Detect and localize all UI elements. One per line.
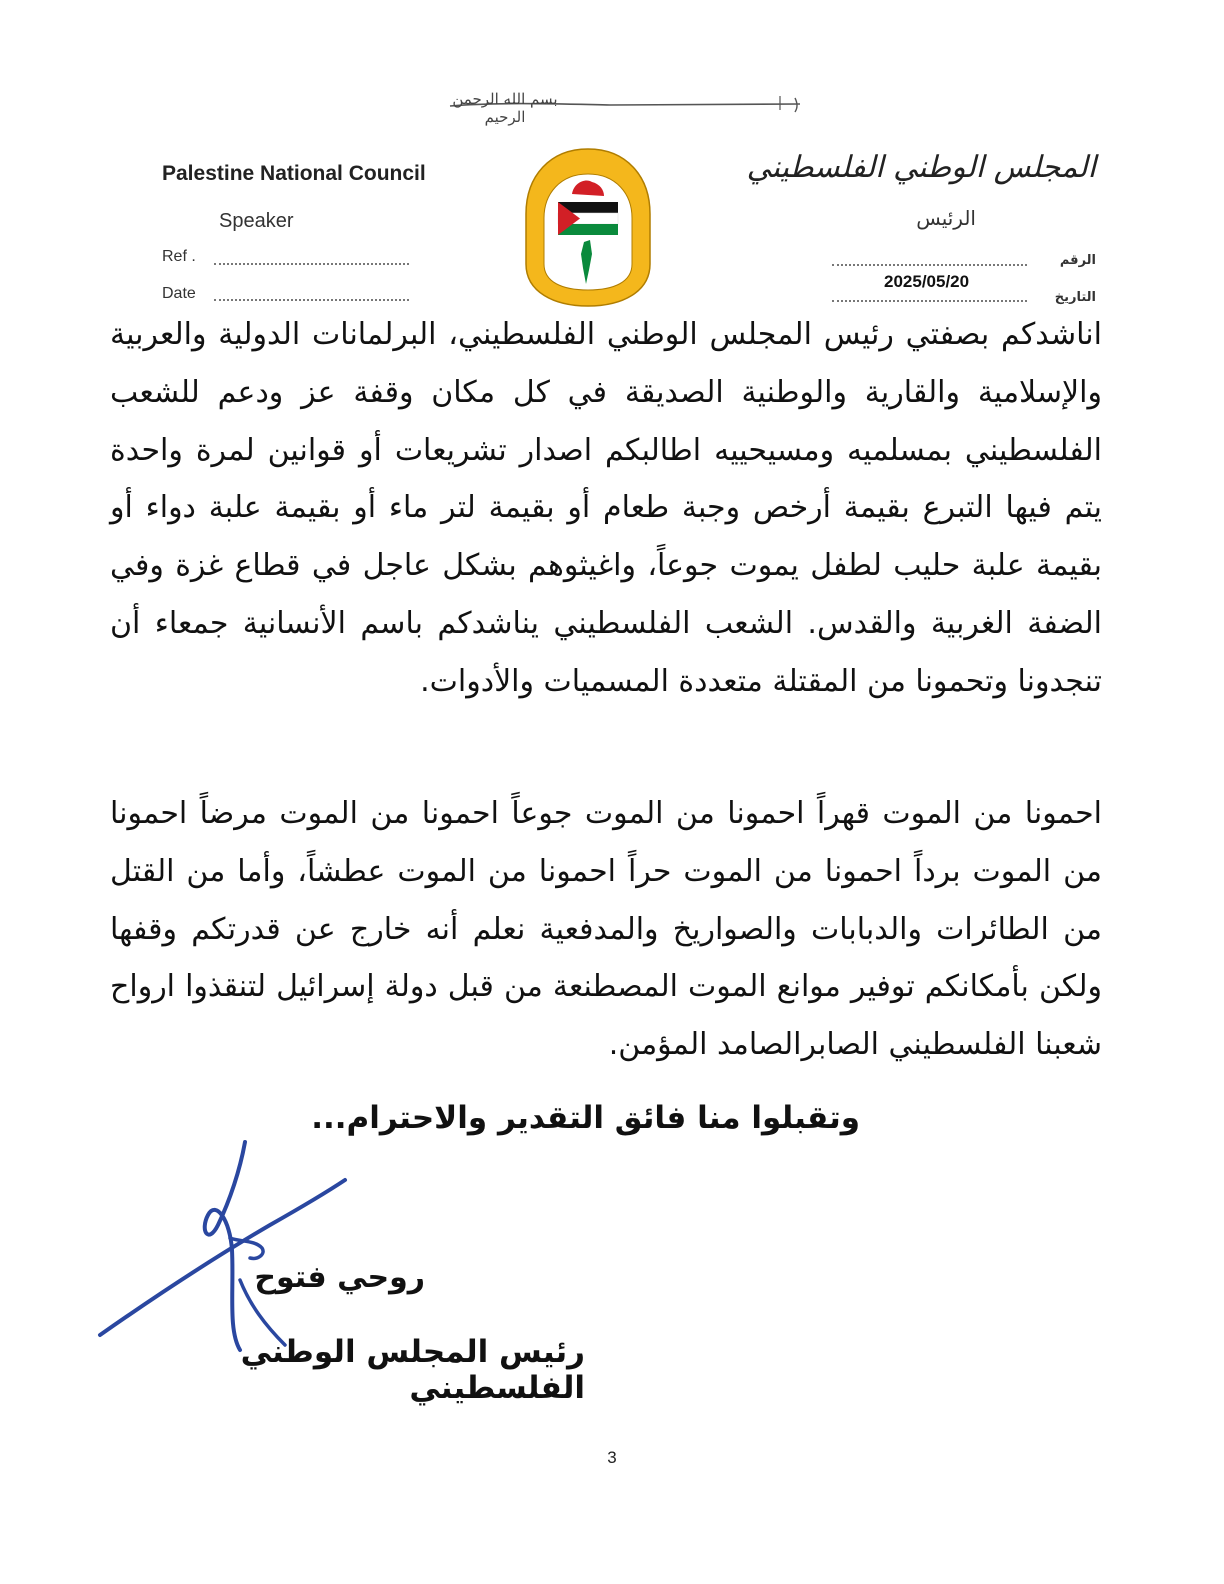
ref-dotted-line bbox=[214, 263, 409, 265]
arabic-organization-name: المجلس الوطني الفلسطيني bbox=[746, 150, 1096, 185]
english-organization-name: Palestine National Council bbox=[162, 162, 426, 185]
paragraph-appeal: اناشدكم بصفتي رئيس المجلس الوطني الفلسطيني، البرلمانات الدولية والعربية والإسلامية والقارية والوطنية الصديقة في كل مكان وقفة عز ودعم للشعب الفلسطيني بمسلميه ومسيحييه اطالبكم اصدار تشريعات أو قوانين لمرة واحدة يتم فيها التبرع بقيمة أرخص وجبة طعام أو بقيمة لتر ماء أو بقيمة علبة دواء أو بقيمة علبة حليب لطفل يموت جوعاً، واغيثوهم بشكل عاجل في قطاع غزة وفي الضفة الغربية والقدس. الشعب الفلسطيني يناشدكم باسم الأنسانية جمعاء أن تنجدونا وتحمونا من المقتلة متعددة المسميات والأدوات. bbox=[110, 317, 1102, 699]
english-role: Speaker bbox=[219, 210, 294, 232]
date-dotted-line bbox=[214, 299, 409, 301]
arabic-date-dotted-line bbox=[832, 300, 1027, 302]
basmala-text: بسم الله الرحمن الرحيم bbox=[452, 90, 558, 126]
plo-emblem bbox=[522, 146, 654, 310]
arabic-ref-label: الرقم bbox=[1059, 253, 1096, 268]
page-number: 3 bbox=[607, 1448, 617, 1467]
paragraph-protect-us: احمونا من الموت قهراً احمونا من الموت جوعاً احمونا من الموت مرضاً احمونا من الموت برداً احمونا من الموت حراً احمونا من الموت عطشاً، وأما من القتل من الطائرات والدبابات والصواريخ والمدفعية نعلم أنه خارج عن قدرتكم وقفها ولكن بأمكانكم توفير موانع الموت المصطنعة من قبل دولة إسرائيل لتنقذوا ارواح شعبنا الفلسطيني الصابرالصامد المؤمن. bbox=[110, 796, 1102, 1063]
closing-salutation: وتقبلوا منا فائق التقدير والاحترام... bbox=[311, 1100, 860, 1136]
ref-label: Ref . bbox=[162, 248, 196, 265]
signatory-name: روحي فتوح bbox=[254, 1260, 425, 1295]
arabic-date-value: 2025/05/20 bbox=[884, 272, 970, 291]
arabic-date-label: التاريخ bbox=[1054, 290, 1096, 305]
date-label: Date bbox=[162, 285, 196, 302]
arabic-ref-dotted-line bbox=[832, 264, 1027, 266]
arabic-role: الرئيس bbox=[916, 206, 976, 230]
signatory-title: رئيس المجلس الوطني الفلسطيني bbox=[240, 1334, 585, 1406]
